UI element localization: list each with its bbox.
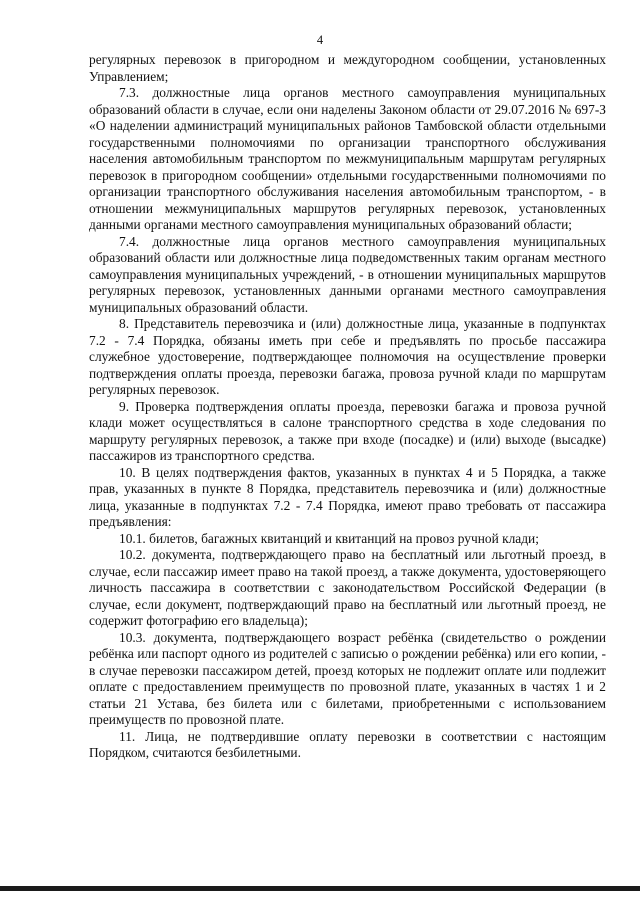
bottom-divider: [0, 886, 640, 891]
paragraph-10-3: 10.3. документа, подтверждающего возраст ребёнка (свидетельство о рождении ребёнка или паспорт одного из родителей с записью о рождении ребёнка) или его копии, - в случае перевозки пассажиром детей, проезд которых не подлежит оплате или подлежит оплате с предоставлением преимуществ по провозной плате, указанных в частях 1 и 2 статьи 21 Устава, без билета или с билетами, приобретенными с использованием преимуществ по провозной плате.: [89, 629, 606, 727]
paragraph-8: 8. Представитель перевозчика и (или) должностные лица, указанные в подпунктах 7.2 - 7.4 Порядка, обязаны иметь при себе и предъявлять по просьбе пассажира служебное удостоверение, подтверждающее полномочия на осуществление проверки подтверждения оплаты проезда, перевозки багажа, провоза ручной клади по маршрутам регулярных перевозок.: [89, 316, 606, 397]
paragraph-continuation: регулярных перевозок в пригородном и междугородном сообщении, установленных Управлением;: [89, 52, 606, 84]
paragraph-10-2: 10.2. документа, подтверждающего право на бесплатный или льготный проезд, в случае, если пассажир имеет право на такой проезд, а также документа, удостоверяющего личность пассажира в соответствии с законодательством Российской Федерации (в случае, если документ, подтверждающий право на бесплатный или льготный проезд, не содержит фотографию его владельца);: [89, 547, 606, 628]
page-number: 4: [316, 33, 324, 47]
paragraph-11: 11. Лица, не подтвердившие оплату перевозки в соответствии с настоящим Порядком, считаются безбилетными.: [89, 728, 606, 760]
paragraph-9: 9. Проверка подтверждения оплаты проезда, перевозки багажа и провоза ручной клади может осуществляться в салоне транспортного средства в ходе следования по маршруту регулярных перевозок, а также при входе (посадке) и (или) выходе (высадке) пассажиров из транспортного средства.: [89, 398, 606, 463]
paragraph-7-4: 7.4. должностные лица органов местного самоуправления муниципальных образований области или должностные лица подведомственных таким органам местного самоуправления муниципальных учреждений, - в отношении муниципальных маршрутов регулярных перевозок, установленных данными органами местного самоуправления муниципальных образований области.: [89, 233, 606, 315]
paragraph-10: 10. В целях подтверждения фактов, указанных в пунктах 4 и 5 Порядка, а также прав, указанных в пункте 8 Порядка, представитель перевозчика и (или) должностные лица, указанные в подпунктах 7.2 - 7.4 Порядка, имеют право требовать от пассажира предъявления:: [89, 464, 606, 529]
paragraph-10-1: 10.1. билетов, багажных квитанций и квитанций на провоз ручной клади;: [119, 530, 539, 546]
document-body: [89, 52, 606, 762]
paragraph-7-3: 7.3. должностные лица органов местного самоуправления муниципальных образований области в случае, если они наделены Законом области от 29.07.2016 № 697-З «О наделении администраций муниципальных районов Тамбовской области отдельными государственными полномочиями по организации транспортного обслуживания населения автомобильным транспортом по межмуниципальным маршрутам регулярных перевозок в пригородном сообщении» отдельными государственными полномочиями по организации транспортного обслуживания населения автомобильным транспортом, - в отношении межмуниципальных маршрутов регулярных перевозок, установленных данными органами местного самоуправления муниципальных образований области;: [89, 85, 606, 232]
